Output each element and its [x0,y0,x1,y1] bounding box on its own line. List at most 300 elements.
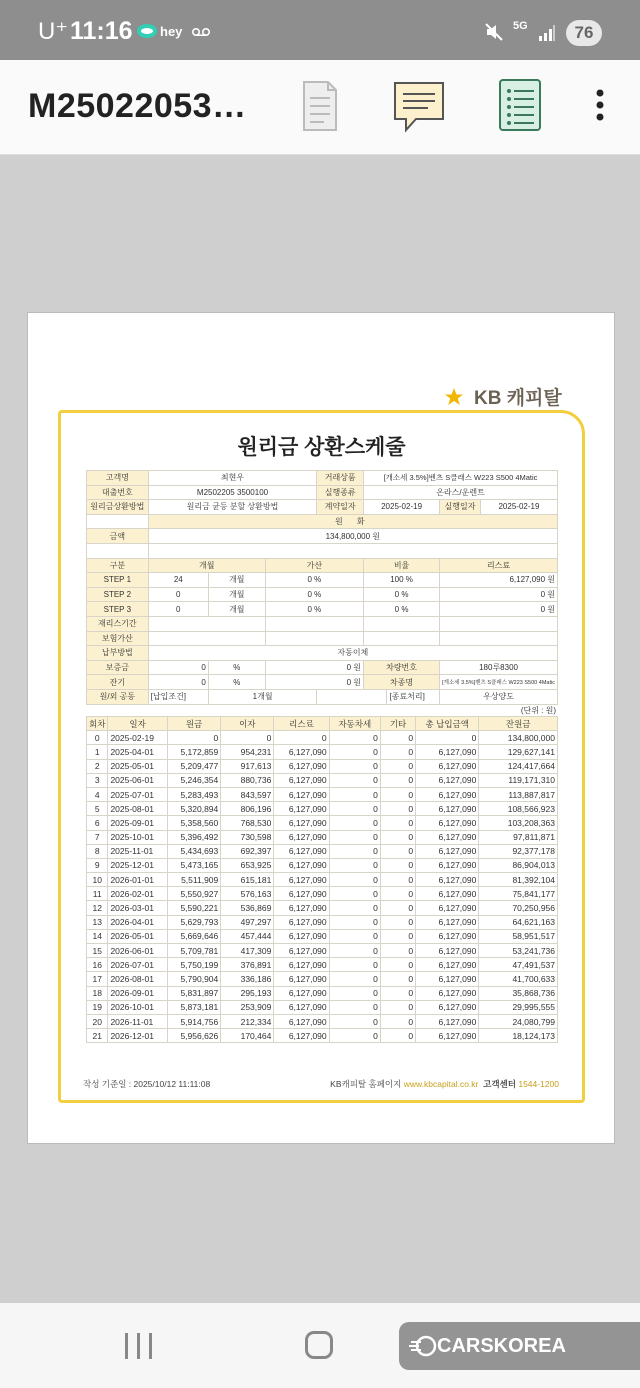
label-exec-type: 실행종류 [317,485,364,500]
schedule-cell: 2 [87,759,108,773]
schedule-header-cell: 원금 [167,717,220,731]
schedule-cell: 2025-04-01 [108,745,167,759]
schedule-cell: 6,127,090 [416,1000,479,1014]
value-payment-method: 자동이체 [148,646,557,661]
schedule-header-cell: 자동차세 [329,717,380,731]
schedule-cell: 6,127,090 [274,830,329,844]
clock: 11:16 [70,17,133,45]
schedule-cell: 0 [380,745,415,759]
schedule-cell: 0 [380,844,415,858]
schedule-cell: 2026-08-01 [108,972,167,986]
schedule-cell: 58,951,517 [479,929,558,943]
schedule-cell: 0 [87,731,108,745]
schedule-cell: 2026-02-01 [108,887,167,901]
value-amount: 134,800,000 원 [148,529,557,544]
schedule-cell: 0 [329,1000,380,1014]
schedule-cell: 53,241,736 [479,944,558,958]
document-viewer[interactable] [0,155,640,1303]
schedule-cell: 653,925 [221,858,274,872]
step-header-fee: 리스료 [440,558,558,573]
label-loan-number: 대출번호 [87,485,149,500]
network-type: 5G [513,20,528,32]
schedule-cell: 0 [380,929,415,943]
schedule-cell: 81,392,104 [479,873,558,887]
schedule-cell: 0 [380,901,415,915]
schedule-cell: 0 [329,787,380,801]
schedule-cell: 2025-12-01 [108,858,167,872]
table-row [87,858,558,872]
schedule-cell: 0 [380,1029,415,1043]
schedule-cell: 6,127,090 [416,958,479,972]
schedule-cell: 6,127,090 [416,802,479,816]
schedule-cell: 170,464 [221,1029,274,1043]
schedule-cell: 5,358,560 [167,816,220,830]
schedule-title: 원리금 상환스케줄 [237,436,406,459]
schedule-cell: 6,127,090 [274,759,329,773]
schedule-cell: 6,127,090 [274,887,329,901]
schedule-cell: 0 [380,759,415,773]
schedule-cell: 536,869 [221,901,274,915]
schedule-cell: 6,127,090 [416,915,479,929]
schedule-header-cell: 회차 [87,717,108,731]
schedule-cell: 21 [87,1029,108,1043]
footer-url[interactable]: www.kbcapital.co.kr [403,1079,479,1089]
schedule-cell: 0 [380,972,415,986]
payment-condition-value: 1개월 [208,689,317,704]
label-exec-date: 실행일자 [440,500,481,515]
schedule-cell: 10 [87,873,108,887]
schedule-cell: 5,831,897 [167,986,220,1000]
schedule-cell: 6,127,090 [274,745,329,759]
payment-condition-key: [납입조건] [148,689,208,704]
schedule-cell: 0 [380,787,415,801]
schedule-cell: 6 [87,816,108,830]
schedule-cell: 86,904,013 [479,858,558,872]
unit-label: (단위 : 원) [520,706,556,715]
label-payment-method: 납부방법 [87,646,149,661]
schedule-cell: 2026-06-01 [108,944,167,958]
schedule-cell: 0 [329,887,380,901]
label-car-model: 차종명 [364,675,440,690]
watermark-text: CARSKOREA [437,1334,566,1357]
schedule-cell: 0 [274,731,329,745]
mute-icon [484,22,504,42]
schedule-cell: 6,127,090 [274,773,329,787]
table-row [87,816,558,830]
step-fee: 0 원 [440,602,558,617]
step-add: 0 % [265,602,363,617]
schedule-cell: 0 [329,816,380,830]
step-months: 0 [148,587,208,602]
schedule-cell: 2025-06-01 [108,773,167,787]
schedule-cell: 2026-09-01 [108,986,167,1000]
schedule-cell: 5,590,221 [167,901,220,915]
schedule-cell: 2025-02-19 [108,731,167,745]
schedule-cell: 5,396,492 [167,830,220,844]
end-processing-value: 우상양도 [440,689,558,704]
schedule-cell: 6,127,090 [274,858,329,872]
schedule-cell: 75,841,177 [479,887,558,901]
schedule-cell: 417,309 [221,944,274,958]
value-product: [개소세 3.5%]벤츠 S클래스 W223 S500 4Matic [364,471,558,486]
schedule-cell: 6,127,090 [274,929,329,943]
table-row [87,773,558,787]
carrier-label: U⁺ [38,18,68,45]
schedule-cell: 457,444 [221,929,274,943]
status-bar [0,0,640,60]
schedule-cell: 2026-04-01 [108,915,167,929]
schedule-cell: 212,334 [221,1014,274,1028]
schedule-cell: 9 [87,858,108,872]
more-options-icon[interactable] [592,88,608,124]
table-row [87,887,558,901]
schedule-cell: 615,181 [221,873,274,887]
step-header-months: 개월 [148,558,265,573]
table-row [87,731,558,745]
schedule-cell: 0 [329,1029,380,1043]
schedule-cell: 497,297 [221,915,274,929]
schedule-cell: 129,627,141 [479,745,558,759]
schedule-cell: 6,127,090 [416,972,479,986]
schedule-header-cell: 이자 [221,717,274,731]
schedule-cell: 108,566,923 [479,802,558,816]
schedule-cell: 29,995,555 [479,1000,558,1014]
schedule-cell: 5,511,909 [167,873,220,887]
schedule-cell: 64,621,163 [479,915,558,929]
schedule-cell: 2025-11-01 [108,844,167,858]
schedule-cell: 0 [329,958,380,972]
schedule-cell: 5,320,894 [167,802,220,816]
kb-star-icon [440,386,470,408]
schedule-cell: 0 [380,944,415,958]
schedule-cell: 5,709,781 [167,944,220,958]
schedule-cell: 2026-11-01 [108,1014,167,1028]
table-row [87,1014,558,1028]
schedule-cell: 2025-08-01 [108,802,167,816]
schedule-cell: 0 [380,731,415,745]
schedule-cell: 103,208,363 [479,816,558,830]
schedule-cell: 6,127,090 [416,773,479,787]
signal-icon [538,24,556,42]
step-name: STEP 1 [87,573,149,588]
schedule-cell: 14 [87,929,108,943]
schedule-cell: 253,909 [221,1000,274,1014]
schedule-cell: 18 [87,986,108,1000]
schedule-cell: 18,124,173 [479,1029,558,1043]
hey-notification-label: hey [160,24,183,39]
residual-pct-unit: % [208,675,265,690]
app-bar [0,60,640,155]
table-row [87,1000,558,1014]
schedule-cell: 0 [329,802,380,816]
table-row [87,745,558,759]
watermark [399,1322,640,1370]
schedule-cell: 954,231 [221,745,274,759]
voicemail-icon [192,27,210,37]
step-ratio: 0 % [364,587,440,602]
schedule-cell: 5,873,181 [167,1000,220,1014]
label-insurance-add: 보험가산 [87,631,149,646]
step-unit: 개월 [208,573,265,588]
schedule-cell: 8 [87,844,108,858]
step-add: 0 % [265,573,363,588]
table-row [87,986,558,1000]
carskorea-logo-icon [409,1335,437,1357]
schedule-cell: 0 [329,858,380,872]
schedule-header-cell: 기타 [380,717,415,731]
schedule-cell: 6,127,090 [416,887,479,901]
schedule-cell: 0 [329,929,380,943]
schedule-cell: 6,127,090 [274,1014,329,1028]
schedule-cell: 0 [380,773,415,787]
table-row [87,972,558,986]
step-fee: 0 원 [440,587,558,602]
schedule-frame [58,410,585,1103]
residual-pct: 0 [148,675,208,690]
schedule-cell: 134,800,000 [479,731,558,745]
value-customer: 최현우 [148,471,317,486]
schedule-cell: 6,127,090 [274,816,329,830]
comment-icon[interactable] [392,80,446,134]
app-notification-icon [136,22,158,40]
deposit-amount: 0 원 [265,660,363,675]
step-header-type: 구분 [87,558,149,573]
schedule-cell: 5,172,859 [167,745,220,759]
schedule-cell: 6,127,090 [274,787,329,801]
schedule-cell: 92,377,178 [479,844,558,858]
step-ratio: 100 % [364,573,440,588]
schedule-cell: 0 [380,1000,415,1014]
schedule-cell: 113,887,817 [479,787,558,801]
schedule-cell: 6,127,090 [416,830,479,844]
schedule-header-cell: 리스료 [274,717,329,731]
end-processing-key: [종료처리] [387,689,440,704]
schedule-cell: 692,397 [221,844,274,858]
table-row [87,1029,558,1043]
schedule-cell: 0 [329,915,380,929]
schedule-cell: 0 [380,802,415,816]
label-amount: 금액 [87,529,149,544]
schedule-cell: 0 [329,1014,380,1028]
table-row [87,944,558,958]
schedule-cell: 5,914,756 [167,1014,220,1028]
table-row [87,958,558,972]
repayment-schedule-table [86,716,558,1043]
schedule-cell: 6,127,090 [274,901,329,915]
schedule-cell: 768,530 [221,816,274,830]
step-months: 0 [148,602,208,617]
value-exec-type: 온라스/운렌트 [364,485,558,500]
schedule-cell: 41,700,633 [479,972,558,986]
schedule-cell: 843,597 [221,787,274,801]
schedule-cell: 2025-07-01 [108,787,167,801]
generated-date: 작성 기준일 : 2025/10/12 11:11:08 [83,1079,211,1089]
schedule-cell: 70,250,956 [479,901,558,915]
schedule-cell: 35,868,736 [479,986,558,1000]
label-customer: 고객명 [87,471,149,486]
schedule-cell: 0 [329,873,380,887]
schedule-cell: 730,598 [221,830,274,844]
label-repay-method: 원리금상환방법 [87,500,149,515]
schedule-cell: 13 [87,915,108,929]
schedule-cell: 5,434,693 [167,844,220,858]
document-view-icon[interactable] [300,78,340,134]
step-months: 24 [148,573,208,588]
schedule-cell: 6,127,090 [416,929,479,943]
value-contract-date: 2025-02-19 [364,500,440,515]
table-row [87,929,558,943]
schedule-cell: 6,127,090 [274,958,329,972]
schedule-cell: 19 [87,1000,108,1014]
recent-apps-button[interactable] [125,1333,152,1359]
schedule-cell: 917,613 [221,759,274,773]
schedule-cell: 6,127,090 [274,915,329,929]
value-repay-method: 원리금 균등 분할 상환방법 [148,500,317,515]
schedule-cell: 6,127,090 [416,873,479,887]
label-release-period: 재리스기간 [87,616,149,631]
footer-contact [330,1078,559,1090]
schedule-cell: 0 [329,986,380,1000]
schedule-header-cell: 일자 [108,717,167,731]
schedule-cell: 97,811,871 [479,830,558,844]
label-product: 거래상품 [317,471,364,486]
value-exec-date: 2025-02-19 [480,500,557,515]
schedule-cell: 2026-05-01 [108,929,167,943]
schedule-cell: 880,736 [221,773,274,787]
table-row [87,844,558,858]
schedule-cell: 6,127,090 [416,901,479,915]
schedule-cell: 2025-09-01 [108,816,167,830]
schedule-cell: 0 [329,830,380,844]
schedule-cell: 4 [87,787,108,801]
schedule-cell: 576,163 [221,887,274,901]
footer-phone[interactable]: 1544-1200 [518,1079,559,1089]
schedule-cell: 0 [380,816,415,830]
schedule-cell: 11 [87,887,108,901]
schedule-cell: 6,127,090 [274,844,329,858]
schedule-cell: 0 [329,731,380,745]
schedule-cell: 2026-01-01 [108,873,167,887]
schedule-cell: 15 [87,944,108,958]
schedule-cell: 0 [329,972,380,986]
schedule-cell: 5,209,477 [167,759,220,773]
schedule-cell: 0 [329,901,380,915]
schedule-cell: 0 [380,958,415,972]
value-car-number: 180루8300 [440,660,558,675]
label-contract-date: 계약일자 [317,500,364,515]
schedule-cell: 6,127,090 [416,787,479,801]
schedule-cell: 5,629,793 [167,915,220,929]
schedule-cell: 20 [87,1014,108,1028]
schedule-cell: 2025-05-01 [108,759,167,773]
step-ratio: 0 % [364,602,440,617]
home-button[interactable] [305,1331,333,1359]
schedule-cell: 6,127,090 [274,972,329,986]
schedule-cell: 6,127,090 [416,944,479,958]
footer-home-label: KB캐피탈 홈페이지 [330,1079,402,1089]
schedule-cell: 0 [329,759,380,773]
value-car-model: [개소세 3.5%]벤츠 S클래스 W223 S500 4Matic [440,675,558,690]
schedule-cell: 5,956,626 [167,1029,220,1043]
schedule-cell: 6,127,090 [274,986,329,1000]
schedule-cell: 0 [380,830,415,844]
kb-logo [440,383,562,410]
residual-amount: 0 원 [265,675,363,690]
schedule-cell: 6,127,090 [416,1014,479,1028]
schedule-header-cell: 잔원금 [479,717,558,731]
schedule-cell: 0 [167,731,220,745]
schedule-cell: 5,246,354 [167,773,220,787]
schedule-cell: 0 [380,1014,415,1028]
currency-header: 원 화 [148,514,557,529]
schedule-cell: 5,473,165 [167,858,220,872]
schedule-cell: 6,127,090 [274,802,329,816]
schedule-cell: 5,669,646 [167,929,220,943]
schedule-cell: 0 [416,731,479,745]
kb-logo-text: KB 캐피탈 [474,388,562,409]
label-deposit: 보증금 [87,660,149,675]
schedule-cell: 7 [87,830,108,844]
schedule-cell: 6,127,090 [416,986,479,1000]
step-name: STEP 3 [87,602,149,617]
step-header-add: 가산 [265,558,363,573]
list-view-icon[interactable] [498,78,542,132]
schedule-cell: 2026-07-01 [108,958,167,972]
schedule-cell: 17 [87,972,108,986]
schedule-cell: 6,127,090 [274,1029,329,1043]
schedule-cell: 6,127,090 [274,873,329,887]
schedule-cell: 5,750,199 [167,958,220,972]
table-row [87,901,558,915]
schedule-cell: 6,127,090 [416,1029,479,1043]
document-title: M25022053… [28,87,247,125]
schedule-cell: 0 [221,731,274,745]
step-fee: 6,127,090 원 [440,573,558,588]
battery-indicator: 76 [566,20,602,46]
schedule-cell: 0 [329,944,380,958]
schedule-cell: 124,417,664 [479,759,558,773]
value-loan-number: M2502205 3500100 [148,485,317,500]
schedule-cell: 5,283,493 [167,787,220,801]
table-row [87,915,558,929]
schedule-cell: 5 [87,802,108,816]
step-unit: 개월 [208,602,265,617]
schedule-cell: 0 [380,858,415,872]
schedule-cell: 6,127,090 [274,1000,329,1014]
label-residual: 잔기 [87,675,149,690]
schedule-cell: 5,790,904 [167,972,220,986]
schedule-cell: 2026-03-01 [108,901,167,915]
schedule-header-cell: 총 납입금액 [416,717,479,731]
schedule-cell: 6,127,090 [416,858,479,872]
document-page [27,312,615,1144]
schedule-cell: 5,550,927 [167,887,220,901]
schedule-cell: 0 [380,915,415,929]
step-name: STEP 2 [87,587,149,602]
schedule-cell: 119,171,310 [479,773,558,787]
deposit-pct: 0 [148,660,208,675]
schedule-cell: 12 [87,901,108,915]
label-car-number: 차량번호 [364,660,440,675]
table-row [87,802,558,816]
schedule-cell: 806,196 [221,802,274,816]
schedule-cell: 295,193 [221,986,274,1000]
schedule-cell: 0 [380,986,415,1000]
contract-info-table [86,470,558,705]
schedule-cell: 0 [329,844,380,858]
schedule-cell: 24,080,799 [479,1014,558,1028]
step-header-ratio: 비율 [364,558,440,573]
